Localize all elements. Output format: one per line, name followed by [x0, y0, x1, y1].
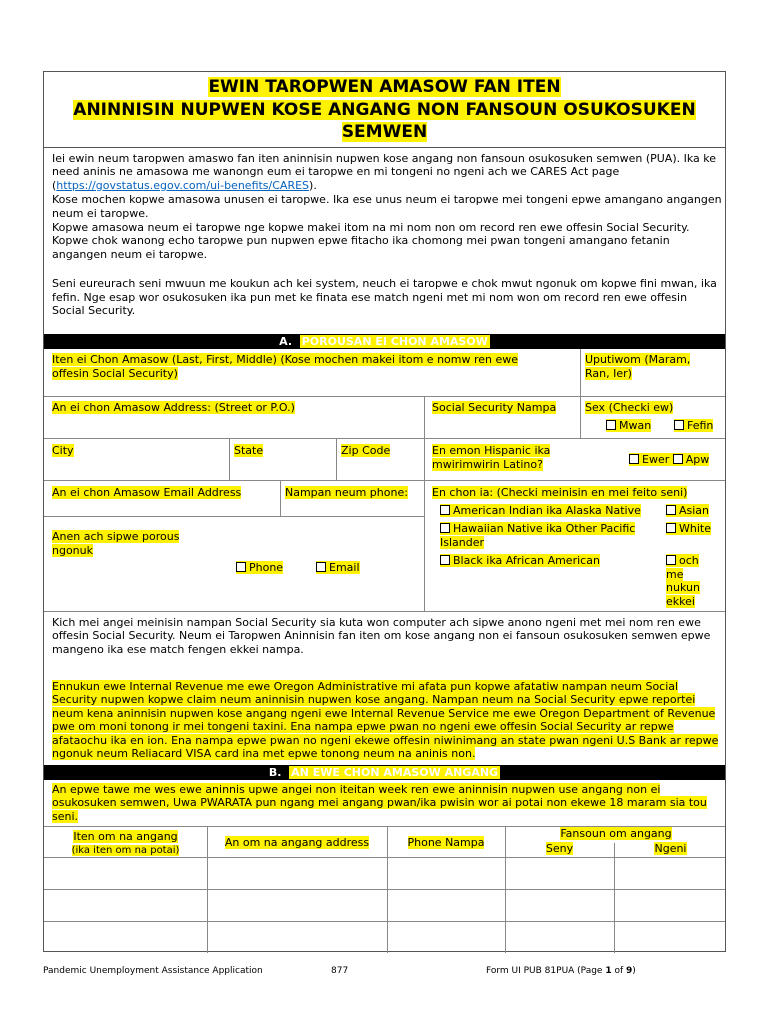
- form-title-line1: EWIN TAROPWEN AMASOW FAN ITEN: [208, 77, 561, 97]
- contact-option-phone[interactable]: Phone: [236, 561, 283, 575]
- section-b-intro: An epwe tawe me wes ewe aninnis upwe angei non iteitan week ren ewe aninnisin nupwen use angang non ei osukosuken semwen, Uwa PWARATA pun ngang mei angang pwan/ika pwisin wor ai potai non ekewe 18 maram sia tou seni.: [52, 783, 707, 823]
- intro-paragraph-1: Iei ewin neum taropwen amaswo fan iten aninnisin nupwen kose angang non fansoun osukosuken semwen (PUA). Ika ke need aninis ne amasowa me wanongn eum ei taropwe en mi tongeni no ngeni ach we CARES Act page (https://govstatus.egov.com/ui-benefits/CARES).: [52, 152, 717, 192]
- sex-option-male[interactable]: Mwan: [606, 419, 651, 433]
- checkbox-icon[interactable]: [440, 555, 450, 565]
- intro-paragraph-4: Seni eureurach seni mwuun me koukun ach kei system, neuch ei taropwe e chok mwut ngonuk om kopwe fini mwan, ika fefin. Nge esap wor osukosuken ika pun met ke finata ese match ngeni met mi nom won om record ren ewe offesin Social Security.: [52, 277, 717, 318]
- intro-text: [52, 152, 722, 317]
- checkbox-icon[interactable]: [666, 555, 676, 565]
- race-option-other[interactable]: och me nukun ekkei: [666, 554, 700, 608]
- checkbox-icon[interactable]: [666, 523, 676, 533]
- checkbox-icon[interactable]: [316, 562, 326, 572]
- race-option-pacific-islander[interactable]: Hawaiian Native ika Other Pacific Islander: [440, 522, 636, 549]
- employment-to-header: Ngeni: [654, 842, 687, 855]
- cares-act-link[interactable]: https://govstatus.egov.com/ui-benefits/CARES: [56, 178, 310, 192]
- form-page: [43, 71, 726, 952]
- employer-phone-header: Phone Nampa: [407, 836, 485, 849]
- race-label: En chon ia: (Checki meinisin en mei feito seni): [432, 486, 688, 499]
- table-row[interactable]: [44, 858, 725, 889]
- email-field[interactable]: An ei chon Amasow Email Address: [52, 486, 242, 499]
- city-field[interactable]: City: [52, 444, 74, 457]
- footer-form-name: Pandemic Unemployment Assistance Application: [43, 966, 263, 976]
- checkbox-icon[interactable]: [236, 562, 246, 572]
- race-option-american-indian[interactable]: American Indian ika Alaska Native: [440, 504, 641, 518]
- checkbox-icon[interactable]: [606, 420, 616, 430]
- employer-name-header: Iten om na angang (ika iten om na potai): [71, 830, 180, 856]
- section-b-header: B. AN EWE CHON AMASOW ANGANG: [44, 765, 725, 780]
- employer-address-header: An om na angang address: [224, 836, 370, 849]
- employment-from-header: Seny: [545, 842, 574, 855]
- contact-preference-label: Anen ach sipwe porous ngonuk: [52, 530, 180, 557]
- section-a-header: A. POROUSAN EI CHON AMASOW: [44, 334, 725, 349]
- race-option-black[interactable]: Black ika African American: [440, 554, 600, 568]
- ssn-field[interactable]: Social Security Nampa: [432, 401, 557, 414]
- hispanic-question: En emon Hispanic ika mwirimwirin Latino?: [432, 444, 551, 471]
- sex-label: Sex (Checki ew): [585, 401, 674, 414]
- phone-field[interactable]: Nampan neum phone:: [285, 486, 408, 499]
- hispanic-options[interactable]: Ewer Apw: [629, 453, 709, 467]
- checkbox-icon[interactable]: [440, 523, 450, 533]
- sex-option-female[interactable]: Fefin: [674, 419, 713, 433]
- birth-date-field[interactable]: Uputiwom (Maram, Ran, Ier): [585, 353, 691, 380]
- checkbox-icon[interactable]: [674, 420, 684, 430]
- ssn-disclosure-paragraph: Ennukun ewe Internal Revenue me ewe Oregon Administrative mi afata pun kopwe afatatiw nampan neum Social Security nupwen kopwe claim neum aninnisin nupwen kose angang. Nampan neum na Social Security epwe reportei neum kena aninnisin nupwen kose angang ngeni ewe Internal Revenue Service me ewe Oregon Department of Revenue pwe om moni tonong ir mei tongeni taxini. Ena nampa epwe pwan no ngeni ewe offesin Social Security ar repwe afataochu ika en ion. Ena nampa epwe pwan no ngeni ekewe offesin niwinimang an state pwan ngeni U.S Bank ar repwe ngonuk neum Reliacard VISA card ina met epwe tonong neum na aninis non.: [52, 680, 719, 761]
- table-row[interactable]: [44, 890, 725, 921]
- intro-paragraph-3: Kopwe amasowa neum ei taropwe nge kopwe makei itom na mi nom non om record ren ewe offesin Social Security. Kopwe chok wanong echo taropwe pun nupwen epwe fitacho ika chomong mei pwan tongeni amangano fetanin angangen neum ei taropwe.: [52, 221, 690, 261]
- address-field[interactable]: An ei chon Amasow Address: (Street or P.O.): [52, 401, 295, 414]
- footer-code: 877: [331, 966, 349, 976]
- checkbox-icon[interactable]: [440, 505, 450, 515]
- employment-dates-header: Fansoun om angang: [560, 827, 672, 840]
- checkbox-icon[interactable]: [673, 454, 683, 464]
- ssn-notice-paragraph: Kich mei angei meinisin nampan Social Security sia kuta won computer ach sipwe anono ngeni met mei nom ren ewe offesin Social Security. Neum ei Taropwen Aninnisin fan iten om kose angang non ei fansoun osukosuken semwen epwe mangeno ika ese match fengen ekkei nampa.: [52, 616, 711, 656]
- applicant-name-field[interactable]: Iten ei Chon Amasow (Last, First, Middle) (Kose mochen makei itom e nomw ren ewe offesin Social Security): [52, 353, 519, 380]
- intro-paragraph-2: Kose mochen kopwe amasowa unusen ei taropwe. Ika ese unus neum ei taropwe mei tongeni epwe amangano angangen neum ei taropwe.: [52, 193, 722, 220]
- checkbox-icon[interactable]: [666, 505, 676, 515]
- zip-field[interactable]: Zip Code: [341, 444, 391, 457]
- form-title-line3: SEMWEN: [341, 122, 428, 142]
- form-title-line2: ANINNISIN NUPWEN KOSE ANGANG NON FANSOUN OSUKOSUKEN: [73, 100, 696, 120]
- state-field[interactable]: State: [234, 444, 264, 457]
- table-row[interactable]: [44, 922, 725, 952]
- checkbox-icon[interactable]: [629, 454, 639, 464]
- contact-option-email[interactable]: Email: [316, 561, 360, 575]
- race-option-asian[interactable]: Asian: [666, 504, 709, 518]
- race-option-white[interactable]: White: [666, 522, 711, 536]
- footer-page-info: Form UI PUB 81PUA (Page 1 of 9): [486, 966, 636, 976]
